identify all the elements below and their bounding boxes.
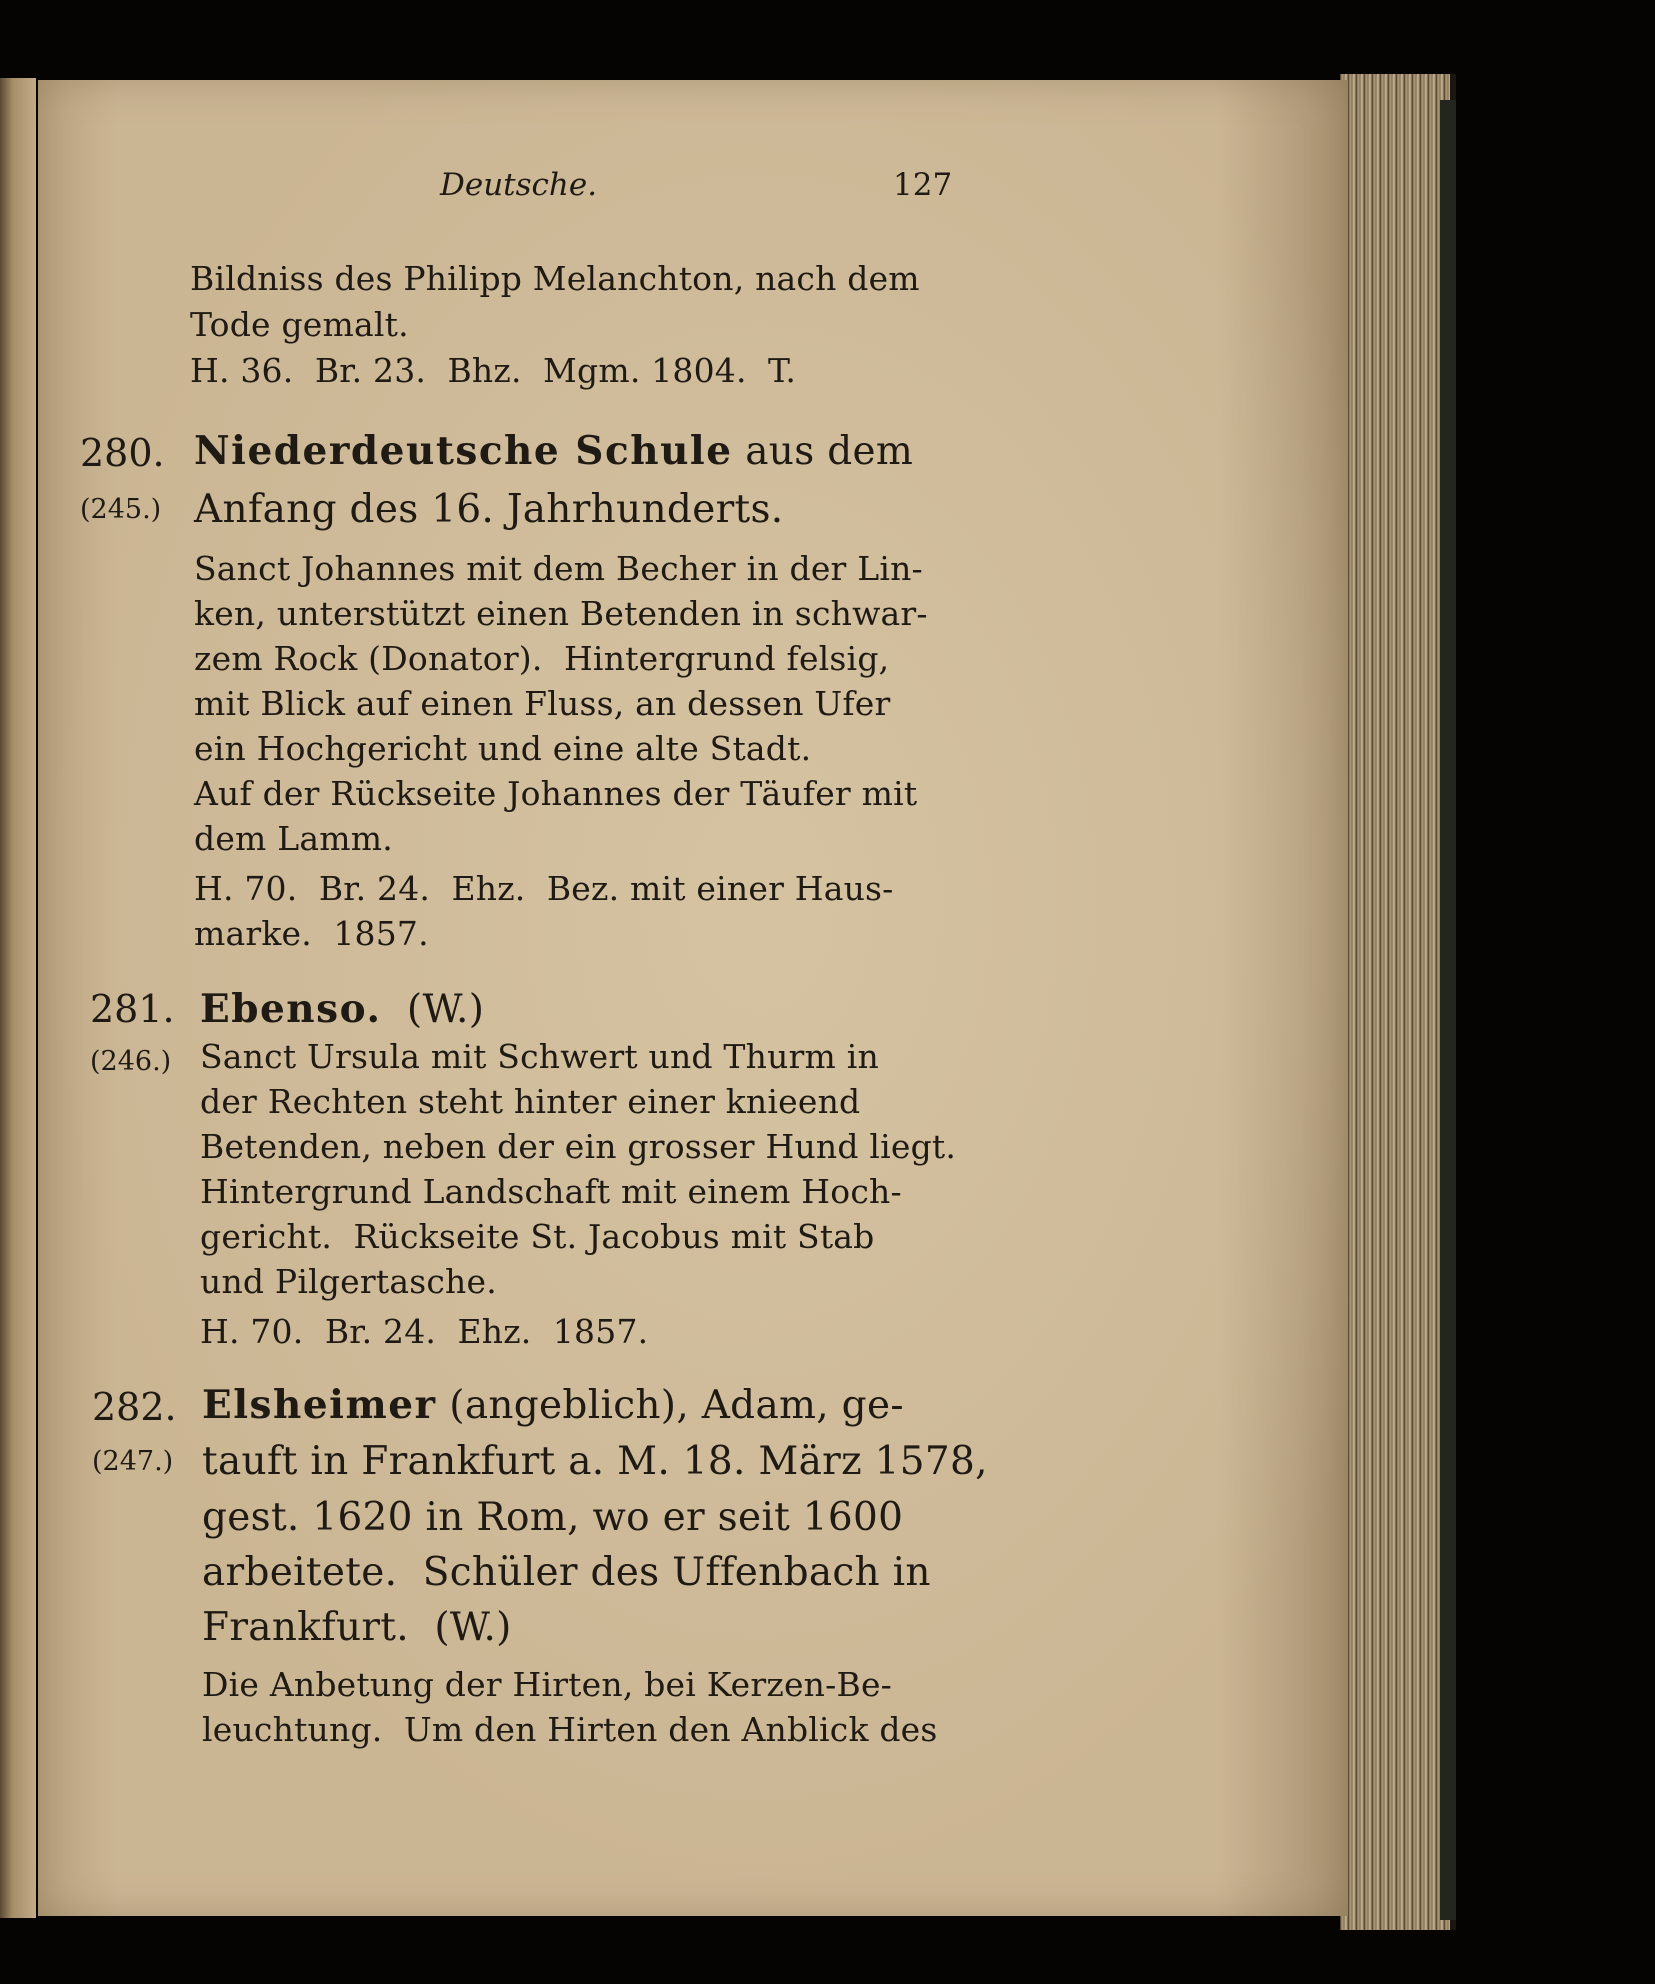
entry-body-line: H. 70. Br. 24. Ehz. Bez. mit einer Haus- xyxy=(194,869,894,908)
carryover-line: Tode gemalt. xyxy=(190,305,409,344)
entry-body-line: Sanct Ursula mit Schwert und Thurm in xyxy=(200,1037,879,1076)
entry-heading xyxy=(194,428,914,474)
entry-body-line: H. 70. Br. 24. Ehz. 1857. xyxy=(200,1312,649,1351)
entry-body-line: Auf der Rückseite Johannes der Täufer mit xyxy=(194,774,918,813)
entry-reference: (247.) xyxy=(92,1446,174,1477)
entry-number: 282. xyxy=(92,1385,177,1429)
entry-body-line: und Pilgertasche. xyxy=(200,1262,497,1301)
entry-body-line: zem Rock (Donator). Hintergrund felsig, xyxy=(194,639,890,678)
entry-body-line: ein Hochgericht und eine alte Stadt. xyxy=(194,729,812,768)
entry-body-line: dem Lamm. xyxy=(194,819,393,858)
entry-heading-line: arbeitete. Schüler des Uffenbach in xyxy=(202,1550,931,1595)
entry-body-line: Betenden, neben der ein grosser Hund liegt. xyxy=(200,1127,957,1166)
entry-body-line: marke. 1857. xyxy=(194,914,429,953)
entry-body-line: ken, unterstützt einen Betenden in schwar- xyxy=(194,594,928,633)
entry-heading-line: Frankfurt. (W.) xyxy=(202,1605,512,1650)
page-stack-edge xyxy=(1340,74,1456,1930)
entry-heading-rest: (angeblich), Adam, ge- xyxy=(436,1383,904,1428)
entry-heading-rest: (W.) xyxy=(381,987,485,1032)
running-title: Deutsche. xyxy=(440,167,598,203)
entry-number: 280. xyxy=(80,431,165,475)
entry-body-line: Die Anbetung der Hirten, bei Kerzen-Be- xyxy=(202,1665,893,1704)
entry-number: 281. xyxy=(90,987,175,1031)
entry-body-line: gericht. Rückseite St. Jacobus mit Stab xyxy=(200,1217,875,1256)
left-page-edge xyxy=(0,78,36,1918)
entry-body-line: leuchtung. Um den Hirten den Anblick des xyxy=(202,1710,938,1749)
entry-heading xyxy=(202,1382,904,1428)
entry-name: Elsheimer xyxy=(202,1382,437,1428)
carryover-line: H. 36. Br. 23. Bhz. Mgm. 1804. T. xyxy=(190,351,797,390)
entry-body-line: Hintergrund Landschaft mit einem Hoch- xyxy=(200,1172,902,1211)
entry-body-line: der Rechten steht hinter einer knieend xyxy=(200,1082,861,1121)
entry-name: Niederdeutsche Schule xyxy=(194,428,733,474)
page-number: 127 xyxy=(893,167,953,203)
entry-reference: (246.) xyxy=(90,1046,172,1077)
entry-heading-line: gest. 1620 in Rom, wo er seit 1600 xyxy=(202,1495,904,1540)
carryover-line: Bildniss des Philipp Melanchton, nach dem xyxy=(190,259,920,298)
entry-name: Ebenso. xyxy=(200,986,382,1032)
entry-heading-line: Anfang des 16. Jahrhunderts. xyxy=(194,487,784,532)
entry-heading-rest: aus dem xyxy=(732,429,914,474)
entry-body-line: mit Blick auf einen Fluss, an dessen Ufer xyxy=(194,684,891,723)
entry-reference: (245.) xyxy=(80,494,162,525)
entry-body-line: Sanct Johannes mit dem Becher in der Lin- xyxy=(194,549,923,588)
entry-heading xyxy=(200,986,485,1032)
book-cover-edge xyxy=(1440,100,1456,1920)
entry-heading-line: tauft in Frankfurt a. M. 18. März 1578, xyxy=(202,1439,988,1484)
